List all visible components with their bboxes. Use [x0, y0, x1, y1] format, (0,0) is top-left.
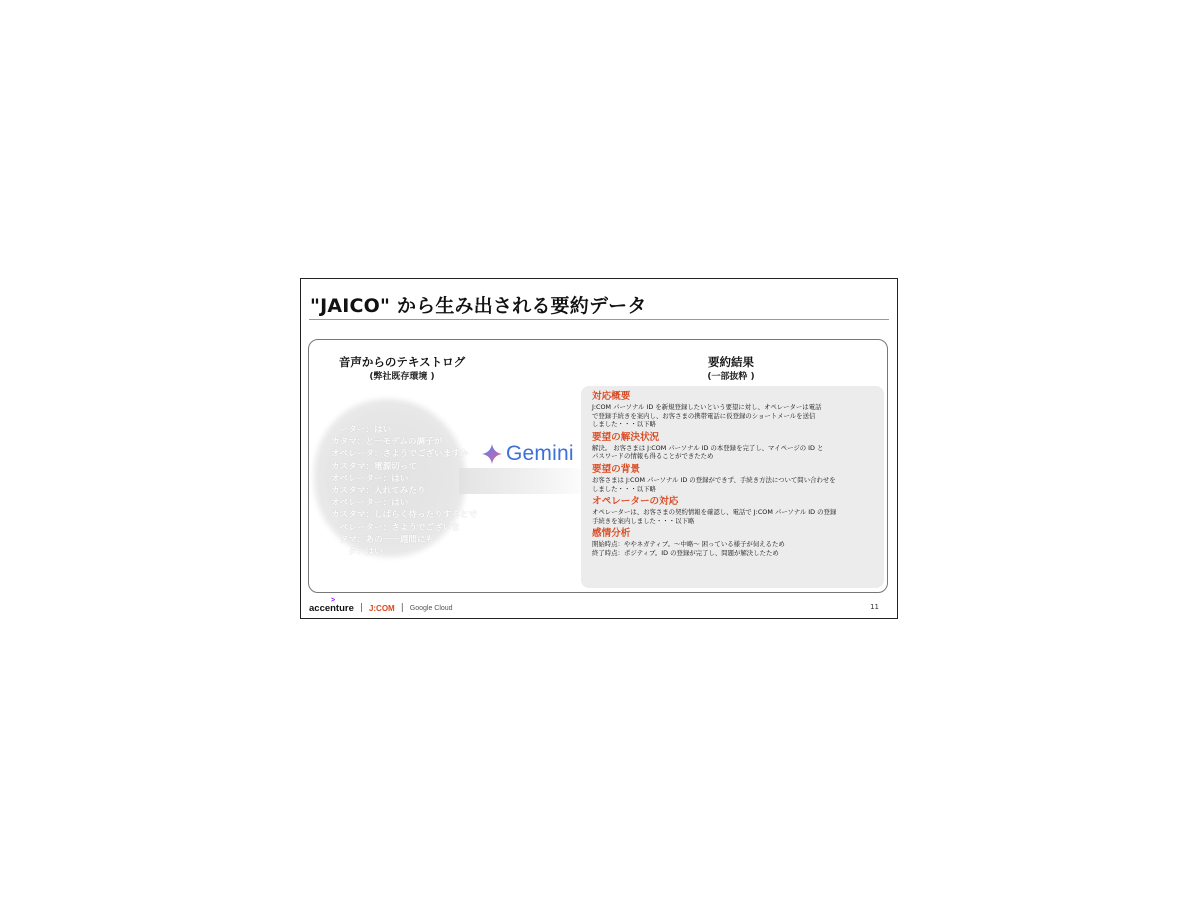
footer-separator: | — [359, 603, 363, 613]
summary-section-overview — [592, 391, 876, 429]
summary-box — [581, 386, 884, 588]
summary-section-background — [592, 464, 876, 493]
accenture-logo — [309, 596, 354, 614]
log-line: オペレータ：さようでございますか — [331, 449, 469, 460]
slide-title: "JAICO" から生み出される要約データ — [310, 295, 647, 317]
log-line: ペレーター：さようでございま — [331, 522, 460, 533]
section-title: 要望の解決状況 — [592, 431, 660, 443]
section-line: お客さまは J:COM パーソナル ID の登録ができず、手続き方法について問い合わせを — [592, 475, 836, 484]
summary-section-sentiment — [592, 528, 876, 557]
footer-separator: | — [400, 603, 404, 613]
section-title: オペレーターの対応 — [592, 496, 679, 508]
section-line: 終了時点：ポジティブ。ID の登録が完了し、問題が解決したため — [592, 548, 779, 557]
log-line: カスタマ：入れてみたり — [331, 486, 426, 497]
log-line: カスタマ：電源切って — [331, 461, 417, 472]
log-line: ーター：はい — [331, 425, 392, 435]
section-title: 対応概要 — [592, 391, 631, 402]
section-line: しました・・・以下略 — [592, 484, 656, 493]
accenture-chevron-icon: > — [331, 596, 336, 604]
text-log — [331, 424, 478, 558]
section-line: 開始時点：ややネガティブ。〜中略〜 困っている様子が伺えるため — [592, 540, 785, 549]
log-line: カタマ：と一モデムの調子が — [331, 437, 443, 448]
accenture-wordmark: accenture — [309, 602, 354, 614]
section-title: 感情分析 — [592, 528, 631, 540]
left-heading: 音声からのテキストログ — [338, 355, 466, 369]
section-line: パスワードの情報も得ることができたため — [592, 452, 714, 461]
summary-section-operator — [592, 496, 876, 525]
log-line: カスタマ：しばらく待ったりするとで — [331, 510, 478, 521]
section-line: しました・・・以下略 — [592, 420, 656, 429]
gemini-logo — [481, 440, 574, 468]
section-line: 手続きを案内しました・・・以下略 — [592, 516, 695, 525]
content-panel — [308, 339, 888, 593]
log-line: タマ：あの一一週間にも — [331, 534, 435, 545]
right-subheading: (一部抜粋 ) — [707, 372, 755, 382]
log-line: タ：はい — [331, 547, 383, 558]
gemini-sparkle-icon — [481, 443, 503, 465]
log-line: オペレーター：はい — [331, 473, 409, 484]
page-number: 11 — [870, 603, 879, 611]
section-line: オペレーターは、お客さまの契約情報を確認し、電話で J:COM パーソナル ID の登録 — [592, 508, 837, 517]
log-line: オペレーター：はい — [331, 498, 409, 509]
section-line: J:COM パーソナル ID を新規登録したいという要望に対し、オペレーターは電話 — [592, 403, 822, 411]
right-heading: 要約結果 — [708, 355, 754, 369]
section-line: 解決。 お客さまは J:COM パーソナル ID の本登録を完了し、マイページの ID と — [592, 443, 824, 452]
section-title: 要望の背景 — [592, 463, 640, 475]
gemini-wordmark: Gemini — [506, 442, 574, 465]
summary-section-resolution — [592, 432, 876, 461]
jcom-logo: J:COM — [368, 603, 395, 613]
section-line: で登録手続きを案内し、お客さまの携帯電話に仮登録のショートメールを送信 — [592, 411, 816, 420]
title-divider — [309, 319, 889, 320]
google-cloud-logo: Google Cloud — [409, 604, 453, 612]
left-subheading: (弊社既存環境 ) — [369, 372, 435, 382]
data-flow-stream — [459, 468, 587, 494]
footer-logos — [309, 596, 453, 616]
slide — [300, 278, 898, 619]
